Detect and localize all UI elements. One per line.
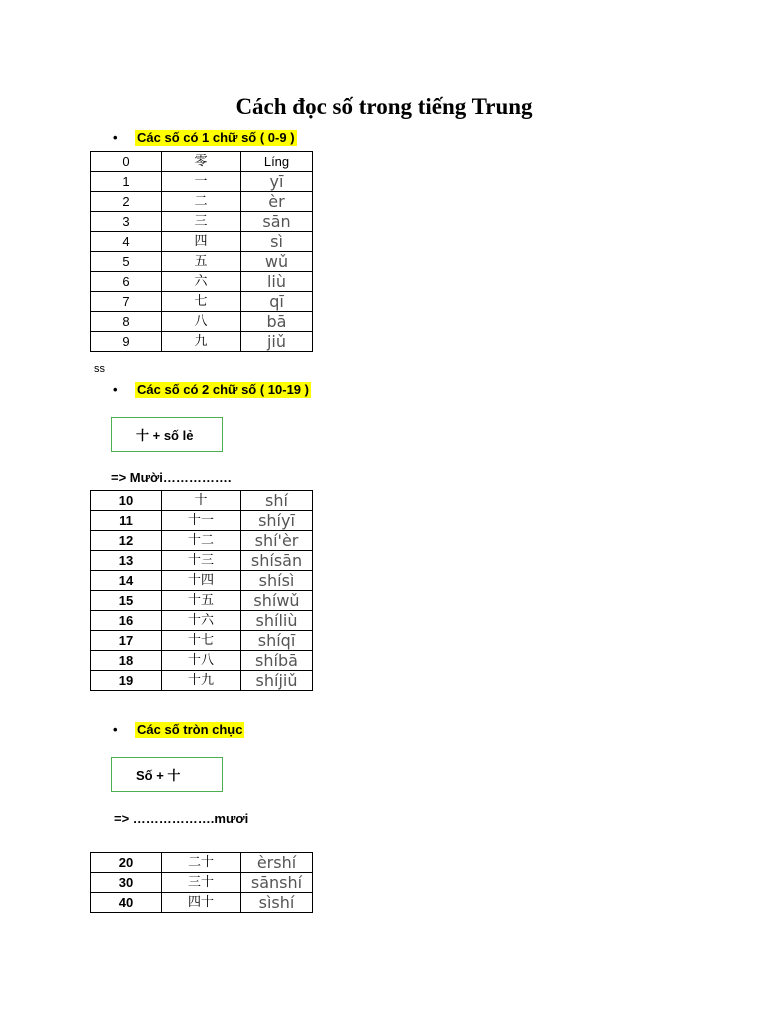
number-cell: 16	[91, 611, 162, 631]
table-row	[91, 212, 313, 232]
number-cell: 14	[91, 571, 162, 591]
number-cell: 10	[91, 491, 162, 511]
table-row	[91, 571, 313, 591]
formula-box-tens: Số + 十	[111, 757, 223, 792]
number-cell: 30	[91, 873, 162, 893]
number-cell: 9	[91, 332, 162, 352]
hanzi-cell: 六	[162, 272, 241, 292]
number-cell: 40	[91, 893, 162, 913]
tens-note: => ……………….mươi	[114, 811, 249, 826]
section3-bullet	[113, 722, 413, 738]
hanzi-cell: 五	[162, 252, 241, 272]
pinyin-cell: yī	[241, 172, 313, 192]
number-cell: 4	[91, 232, 162, 252]
number-cell: 19	[91, 671, 162, 691]
hanzi-cell: 八	[162, 312, 241, 332]
teens-note: => Mười…………….	[111, 470, 232, 485]
bullet-dot: •	[113, 722, 118, 737]
number-cell: 6	[91, 272, 162, 292]
hanzi-cell: 二十	[162, 853, 241, 873]
pinyin-cell: sì	[241, 232, 313, 252]
pinyin-cell: sān	[241, 212, 313, 232]
pinyin-cell: sānshí	[241, 873, 313, 893]
table-row	[91, 491, 313, 511]
pinyin-cell: qī	[241, 292, 313, 312]
table-row	[91, 671, 313, 691]
table-row	[91, 292, 313, 312]
table-row	[91, 332, 313, 352]
bullet-dot: •	[113, 382, 118, 397]
pinyin-cell: sìshí	[241, 893, 313, 913]
number-cell: 12	[91, 531, 162, 551]
number-cell: 17	[91, 631, 162, 651]
number-cell: 7	[91, 292, 162, 312]
hanzi-cell: 十七	[162, 631, 241, 651]
table-row	[91, 893, 313, 913]
hanzi-cell: 十	[162, 491, 241, 511]
pinyin-cell: shísān	[241, 551, 313, 571]
number-cell: 0	[91, 152, 162, 172]
table-row	[91, 873, 313, 893]
table-row	[91, 232, 313, 252]
hanzi-cell: 十六	[162, 611, 241, 631]
pinyin-cell: shí	[241, 491, 313, 511]
table-row	[91, 252, 313, 272]
hanzi-cell: 二	[162, 192, 241, 212]
hanzi-cell: 十一	[162, 511, 241, 531]
table-row	[91, 551, 313, 571]
section1-bullet	[113, 130, 413, 146]
pinyin-cell: jiǔ	[241, 332, 313, 352]
number-cell: 13	[91, 551, 162, 571]
table-row	[91, 611, 313, 631]
formula-box-teens: 十 + số lẻ	[111, 417, 223, 452]
table-row	[91, 853, 313, 873]
hanzi-cell: 七	[162, 292, 241, 312]
table-row	[91, 511, 313, 531]
pinyin-cell: èr	[241, 192, 313, 212]
pinyin-cell: shíqī	[241, 631, 313, 651]
pinyin-cell: bā	[241, 312, 313, 332]
pinyin-cell: shíliù	[241, 611, 313, 631]
pinyin-cell: shíwǔ	[241, 591, 313, 611]
number-cell: 8	[91, 312, 162, 332]
pinyin-cell: shí'èr	[241, 531, 313, 551]
stray-text: ss	[94, 363, 105, 375]
hanzi-cell: 十九	[162, 671, 241, 691]
table-row	[91, 172, 313, 192]
number-cell: 18	[91, 651, 162, 671]
pinyin-cell: shíyī	[241, 511, 313, 531]
hanzi-cell: 十八	[162, 651, 241, 671]
teens-table	[90, 490, 313, 691]
hanzi-cell: 十四	[162, 571, 241, 591]
digits-table	[90, 151, 313, 352]
hanzi-cell: 四	[162, 232, 241, 252]
table-row	[91, 531, 313, 551]
table-row	[91, 591, 313, 611]
hanzi-cell: 九	[162, 332, 241, 352]
section2-bullet	[113, 382, 413, 398]
hanzi-cell: 三	[162, 212, 241, 232]
page-title: Cách đọc số trong tiếng Trung	[235, 94, 533, 119]
hanzi-cell: 三十	[162, 873, 241, 893]
number-cell: 1	[91, 172, 162, 192]
table-row	[91, 631, 313, 651]
tens-table	[90, 852, 313, 913]
bullet-dot: •	[113, 130, 118, 145]
number-cell: 11	[91, 511, 162, 531]
hanzi-cell: 十五	[162, 591, 241, 611]
hanzi-cell: 零	[162, 152, 241, 172]
section3-heading: Các số tròn chục	[137, 722, 243, 737]
pinyin-cell: shísì	[241, 571, 313, 591]
number-cell: 2	[91, 192, 162, 212]
number-cell: 5	[91, 252, 162, 272]
pinyin-cell: shíbā	[241, 651, 313, 671]
section2-heading: Các số có 2 chữ số ( 10-19 )	[137, 382, 309, 397]
table-row	[91, 651, 313, 671]
number-cell: 20	[91, 853, 162, 873]
table-row	[91, 272, 313, 292]
pinyin-cell: liù	[241, 272, 313, 292]
pinyin-cell: shíjiǔ	[241, 671, 313, 691]
table-row	[91, 152, 313, 172]
hanzi-cell: 四十	[162, 893, 241, 913]
section1-heading: Các số có 1 chữ số ( 0-9 )	[137, 130, 295, 145]
table-row	[91, 192, 313, 212]
hanzi-cell: 十二	[162, 531, 241, 551]
hanzi-cell: 一	[162, 172, 241, 192]
number-cell: 3	[91, 212, 162, 232]
table-row	[91, 312, 313, 332]
number-cell: 15	[91, 591, 162, 611]
hanzi-cell: 十三	[162, 551, 241, 571]
pinyin-cell: Líng	[241, 152, 313, 172]
pinyin-cell: èrshí	[241, 853, 313, 873]
pinyin-cell: wǔ	[241, 252, 313, 272]
